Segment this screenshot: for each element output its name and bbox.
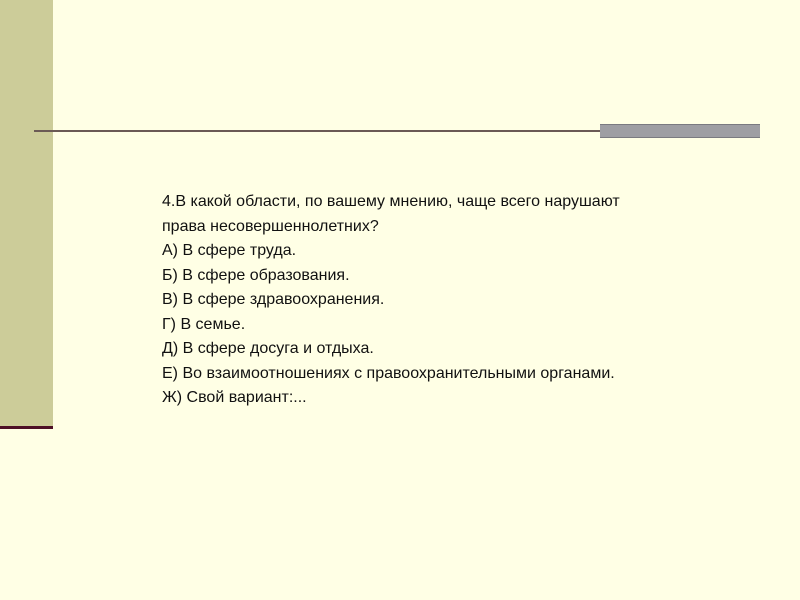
divider-accent-block [600,124,760,138]
option-b: Б) В сфере образования. [162,266,350,284]
option-v: В) В сфере здравоохранения. [162,291,385,308]
option-a: А) В сфере труда. [162,242,297,259]
option-e: Е) Во взаимоотношениях с правоохранительными органами. [162,364,615,382]
question-title: 4.В какой области, по вашему мнению, чаще всего нарушают права несовершеннолетних? [162,193,620,235]
left-bar-accent-line [0,426,53,429]
question-block [162,190,642,411]
horizontal-divider [34,130,600,132]
option-d: Д) В сфере досуга и отдыха. [162,340,374,357]
option-zh: Ж) Свой вариант:... [162,389,307,406]
option-g: Г) В семье. [162,315,246,333]
left-decorative-bar [0,0,53,427]
